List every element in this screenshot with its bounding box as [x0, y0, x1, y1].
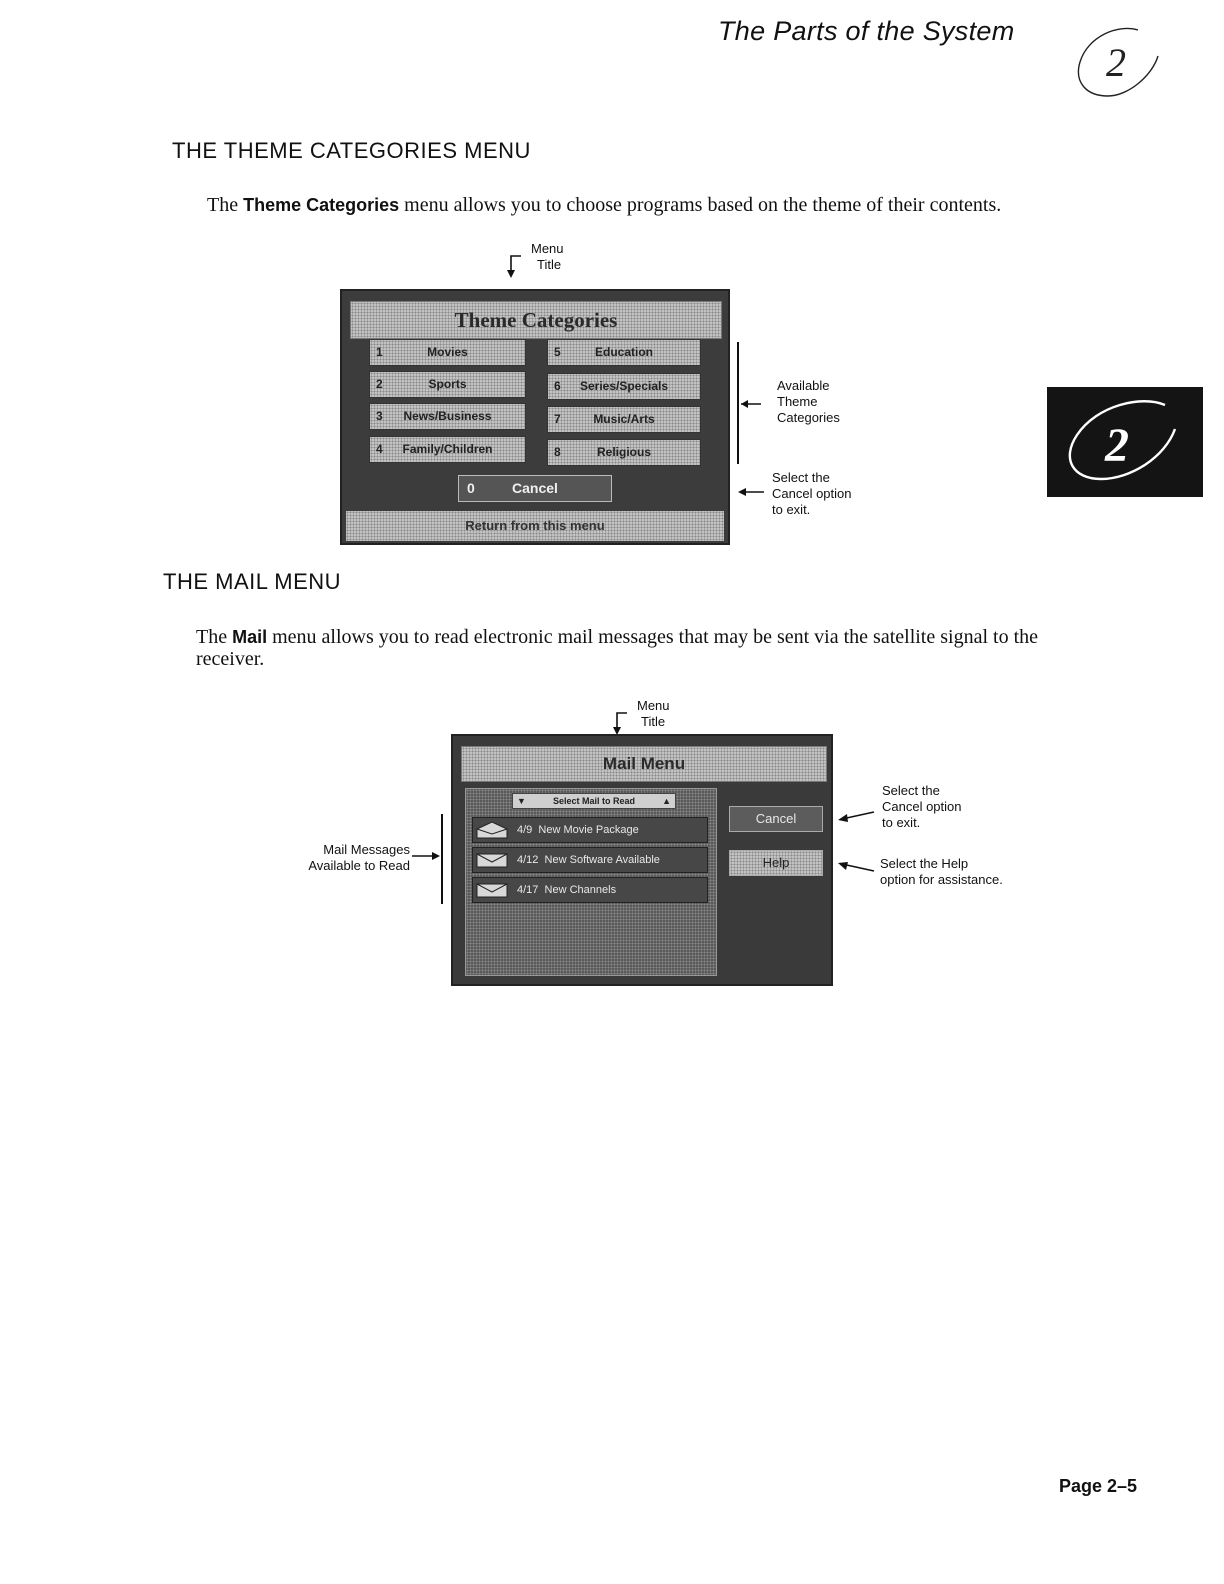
theme-screen-title: Theme Categories — [350, 301, 722, 339]
scroll-up-icon[interactable]: ▲ — [662, 796, 671, 806]
category-button-music-arts[interactable]: 7 Music/Arts — [547, 406, 701, 433]
mail-list-panel — [465, 788, 717, 976]
theme-categories-heading: THE THEME CATEGORIES MENU — [172, 138, 531, 163]
mail-help-button[interactable]: Help — [729, 850, 823, 876]
chapter-number: 2 — [1106, 40, 1126, 85]
category-button-education[interactable]: 5 Education — [547, 339, 701, 366]
theme-categories-intro: The Theme Categories menu allows you to choose programs based on the theme of their contents. — [207, 194, 1002, 216]
mail-message-row[interactable]: 4/9 New Movie Package — [472, 817, 708, 843]
mail-menu-title-callout: Menu Title — [637, 698, 670, 729]
envelope-icon — [475, 851, 509, 869]
available-categories-callout: Available Theme Categories — [777, 378, 840, 425]
category-button-family-children[interactable]: 4 Family/Children — [369, 436, 526, 463]
category-button-religious[interactable]: 8 Religious — [547, 439, 701, 466]
theme-categories-screen — [340, 289, 730, 545]
category-button-series-specials[interactable]: 6 Series/Specials — [547, 373, 701, 400]
theme-cancel-arrow — [736, 486, 766, 498]
mail-menu-heading: THE MAIL MENU — [163, 569, 342, 594]
mail-cancel-callout: Select the Cancel option to exit. — [882, 783, 962, 830]
mail-menu-screen — [451, 734, 833, 986]
mail-cancel-button[interactable]: Cancel — [729, 806, 823, 832]
scroll-down-icon[interactable]: ▼ — [517, 796, 526, 806]
theme-menu-title-arrow — [503, 254, 525, 280]
chapter-tab-number: 2 — [1105, 419, 1129, 472]
page-number: Page 2–5 — [1059, 1476, 1138, 1496]
mail-message-row[interactable]: 4/17 New Channels — [472, 877, 708, 903]
running-header: The Parts of the System — [718, 16, 1015, 46]
envelope-icon — [475, 881, 509, 899]
mail-messages-bracket — [410, 812, 446, 906]
mail-messages-callout: Mail Messages Available to Read — [308, 842, 410, 873]
select-mail-bar[interactable]: ▼ Select Mail to Read ▲ — [512, 793, 676, 809]
mail-message-row[interactable]: 4/12 New Software Available — [472, 847, 708, 873]
mail-cancel-arrow — [836, 808, 876, 824]
chapter-tab-emblem — [1047, 387, 1203, 497]
mail-help-arrow — [836, 860, 876, 876]
available-categories-bracket — [735, 340, 765, 466]
category-button-news-business[interactable]: 3 News/Business — [369, 403, 526, 430]
open-envelope-icon — [475, 821, 509, 839]
chapter-tab — [1047, 387, 1203, 497]
theme-cancel-callout: Select the Cancel option to exit. — [772, 470, 852, 517]
mail-screen-title: Mail Menu — [461, 746, 827, 782]
theme-cancel-button[interactable]: 0 Cancel — [458, 475, 612, 502]
return-from-menu-bar[interactable]: Return from this menu — [346, 511, 724, 541]
chapter-number-mark — [1068, 26, 1164, 100]
theme-menu-title-callout: Menu Title — [531, 241, 564, 272]
mail-help-callout: Select the Help option for assistance. — [880, 856, 1003, 887]
category-button-sports[interactable]: 2 Sports — [369, 371, 526, 398]
category-button-movies[interactable]: 1 Movies — [369, 339, 526, 366]
mail-menu-intro: The Mail menu allows you to read electronic mail messages that may be sent via the satellite signal to the receiver. — [196, 626, 1038, 670]
